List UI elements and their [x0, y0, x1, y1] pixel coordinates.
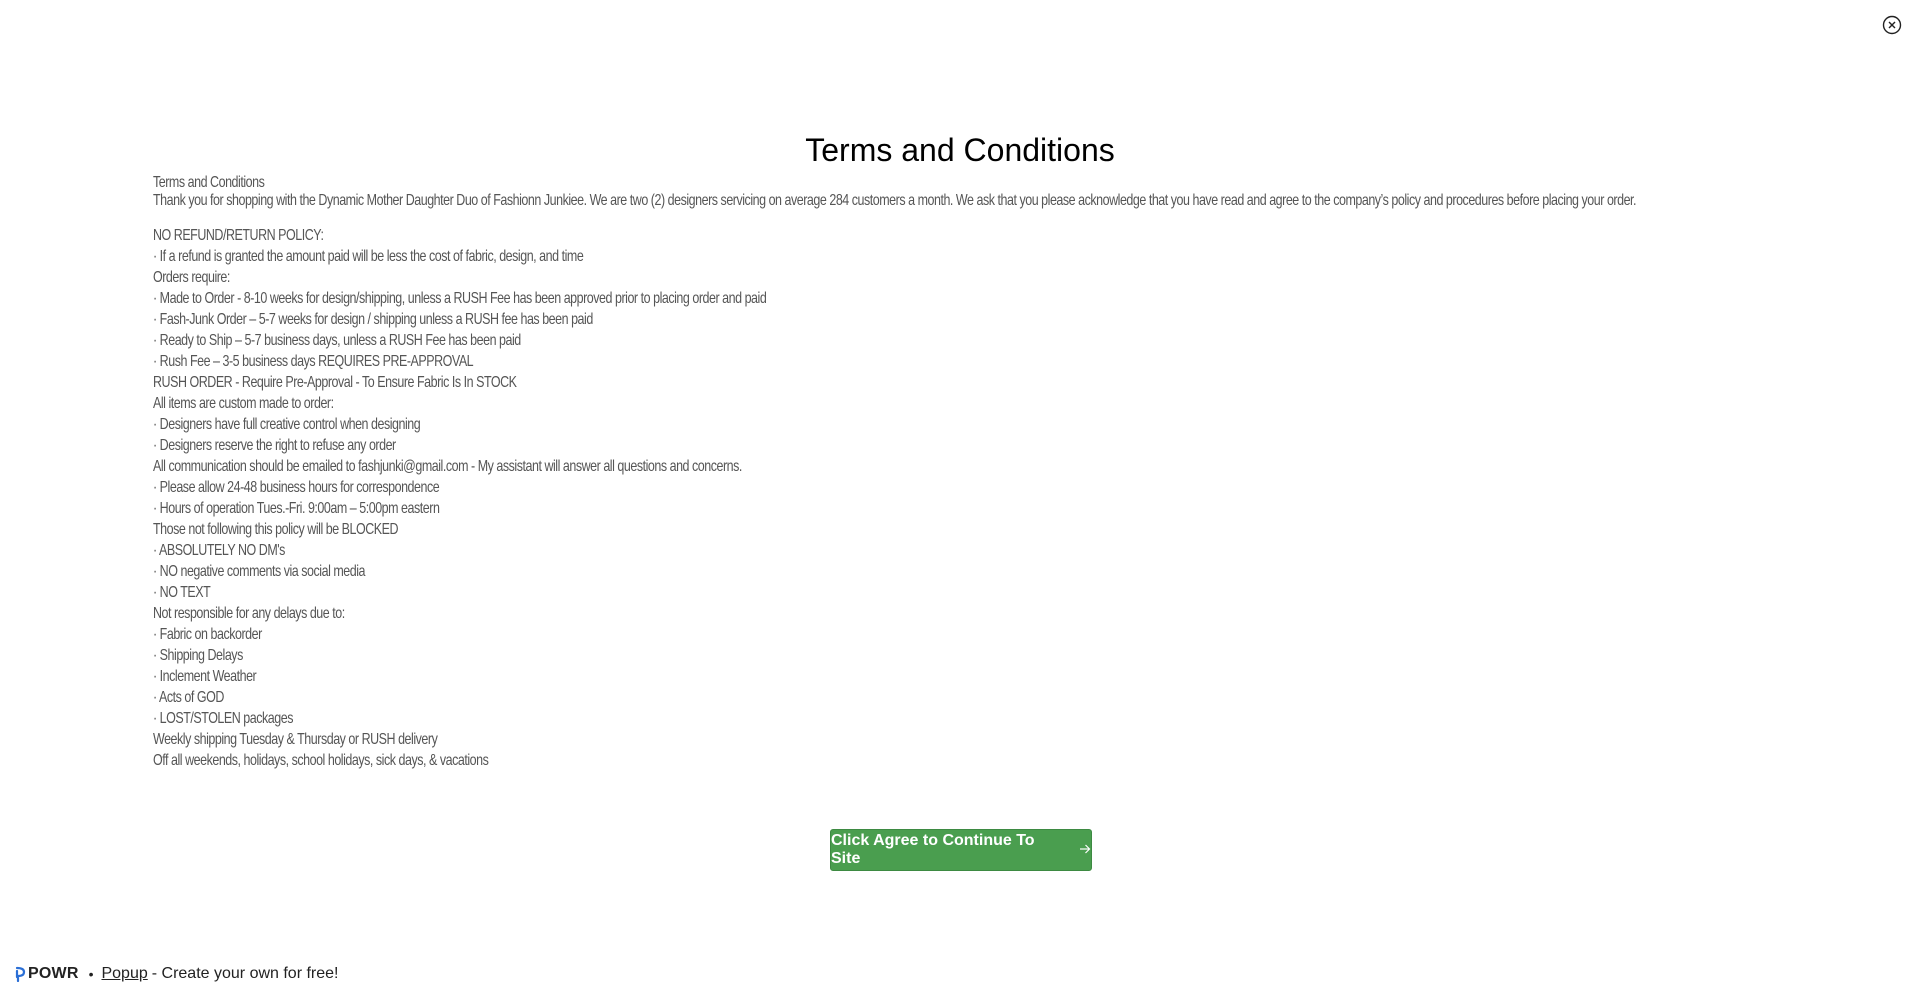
terms-line: Thank you for shopping with the Dynamic Mother Daughter Duo of Fashionn Junkiee. We are two (2) designers servicing on average 284 customers a month. We ask that you please acknowledge that you have read and agree to the company’s policy and procedures before placing your order.	[153, 192, 1637, 209]
terms-line: · If a refund is granted the amount paid will be less the cost of fabric, design, and time	[153, 248, 584, 265]
powr-mark-icon	[14, 966, 26, 982]
close-circle-icon	[1882, 15, 1902, 35]
terms-line: Off all weekends, holidays, school holidays, sick days, & vacations	[153, 752, 489, 769]
terms-line: · Hours of operation Tues.-Fri. 9:00am – 5:00pm eastern	[153, 500, 440, 517]
terms-line: · Inclement Weather	[153, 668, 257, 685]
terms-line: · NO TEXT	[153, 584, 211, 601]
terms-line: · Fash-Junk Order – 5-7 weeks for design / shipping unless a RUSH fee has been paid	[153, 311, 593, 328]
powr-logo[interactable]	[14, 965, 79, 983]
terms-line: Orders require:	[153, 269, 230, 286]
terms-line: Weekly shipping Tuesday & Thursday or RUSH delivery	[153, 731, 438, 748]
terms-line: · NO negative comments via social media	[153, 563, 366, 580]
terms-line: · ABSOLUTELY NO DM's	[153, 542, 285, 559]
popup-link[interactable]: Popup	[101, 965, 148, 982]
terms-line: · Designers have full creative control when designing	[153, 416, 421, 433]
agree-continue-button[interactable]	[830, 829, 1092, 871]
terms-line: Not responsible for any delays due to:	[153, 605, 345, 622]
terms-line: NO REFUND/RETURN POLICY:	[153, 227, 324, 244]
terms-line: · Shipping Delays	[153, 647, 243, 664]
terms-line: Terms and Conditions	[153, 174, 265, 191]
terms-line: · Acts of GOD	[153, 689, 224, 706]
terms-line: · Rush Fee – 3-5 business days REQUIRES PRE-APPROVAL	[153, 353, 474, 370]
terms-line: · Ready to Ship – 5-7 business days, unless a RUSH Fee has been paid	[153, 332, 521, 349]
agree-button-label: Click Agree to Continue To Site	[831, 832, 1035, 867]
terms-line: · LOST/STOLEN packages	[153, 710, 293, 727]
footer-separator: •	[88, 966, 94, 982]
terms-line: All communication should be emailed to fashjunki@gmail.com - My assistant will answer all questions and concerns.	[153, 458, 742, 475]
terms-line: · Designers reserve the right to refuse any order	[153, 437, 396, 454]
terms-line: All items are custom made to order:	[153, 395, 334, 412]
terms-body	[153, 172, 1763, 771]
footer-tagline: - Create your own for free!	[151, 965, 339, 982]
close-button[interactable]	[1882, 15, 1902, 35]
terms-line: Those not following this policy will be BLOCKED	[153, 521, 399, 538]
popup-title: Terms and Conditions	[805, 132, 1115, 168]
arrow-right-icon	[1079, 842, 1091, 858]
terms-line: · Please allow 24-48 business hours for correspondence	[153, 479, 440, 496]
terms-line: RUSH ORDER - Require Pre-Approval - To Ensure Fabric Is In STOCK	[153, 374, 517, 391]
terms-line: · Made to Order - 8-10 weeks for design/shipping, unless a RUSH Fee has been approved prior to placing order and paid	[153, 290, 767, 307]
powr-brand-text: POWR	[28, 965, 79, 982]
powr-footer	[14, 963, 339, 985]
terms-line: · Fabric on backorder	[153, 626, 262, 643]
